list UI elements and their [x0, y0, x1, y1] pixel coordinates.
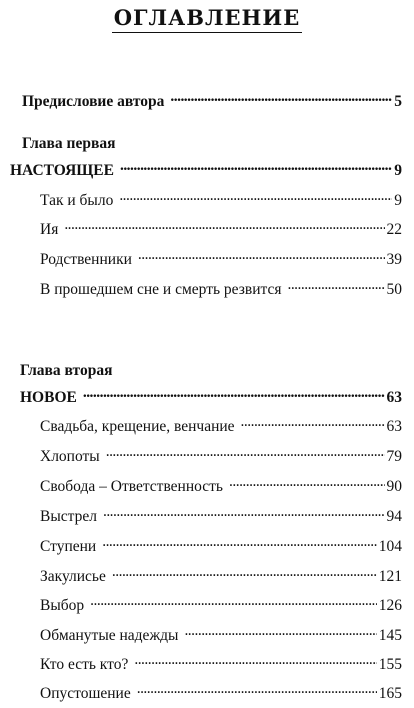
toc-entry-label: Обманутые надежды	[40, 627, 179, 644]
toc-entry	[40, 216, 402, 239]
toc-leader-dots	[119, 187, 392, 205]
toc-entry-page: 79	[386, 448, 402, 465]
toc-entry	[40, 680, 402, 703]
toc-entry-label: В прошедшем сне и смерть резвится	[40, 281, 282, 298]
toc-entry-label: НАСТОЯЩЕЕ	[10, 162, 114, 179]
toc-entry-label: Свадьба, крещение, венчание	[40, 418, 235, 435]
toc-leader-dots	[112, 563, 377, 581]
toc-leader-dots	[90, 592, 377, 610]
toc-entry-label: Родственники	[40, 251, 132, 268]
toc-entry-page: 155	[378, 656, 402, 673]
toc-entry	[40, 592, 402, 615]
toc-entry-page: 50	[386, 281, 402, 298]
toc-entry-page: 39	[386, 251, 402, 268]
toc-entry	[40, 246, 402, 269]
toc-entry-preface	[22, 88, 402, 111]
toc-entry-page: 126	[378, 597, 402, 614]
toc-entry	[40, 622, 402, 645]
toc-entry	[40, 443, 402, 466]
toc-entry-label: Ия	[40, 221, 59, 238]
toc-entry-page: 9	[394, 192, 402, 209]
toc-entry-label: Выстрел	[40, 508, 97, 525]
toc-entry	[40, 413, 402, 436]
toc-entry	[40, 533, 402, 556]
toc-entry-page: 5	[394, 93, 402, 110]
toc-entry-label: Хлопоты	[40, 448, 100, 465]
toc-leader-dots	[170, 88, 392, 106]
toc-title-text: ОГЛАВЛЕНИЕ	[112, 5, 302, 33]
toc-leader-dots	[64, 216, 384, 234]
toc-leader-dots	[134, 651, 376, 669]
toc-leader-dots	[241, 413, 385, 431]
toc-title	[0, 5, 414, 33]
toc-entry-label: Опустошение	[40, 685, 131, 702]
chapter-heading: Глава вторая	[20, 362, 113, 379]
toc-entry-label: Свобода – Ответственность	[40, 478, 224, 495]
toc-entry-page: 63	[386, 389, 402, 406]
toc-entry-chapter-title	[20, 384, 402, 407]
toc-entry-page: 94	[386, 508, 402, 525]
toc-leader-dots	[138, 246, 385, 264]
toc-leader-dots	[184, 622, 376, 640]
toc-entry-page: 22	[386, 221, 402, 238]
toc-leader-dots	[83, 384, 385, 402]
toc-entry-label: Кто есть кто?	[40, 656, 129, 673]
toc-leader-dots	[137, 680, 377, 698]
toc-leader-dots	[106, 443, 385, 461]
toc-entry-page: 104	[378, 538, 402, 555]
toc-entry-page: 63	[386, 418, 402, 435]
toc-entry-label: Закулисье	[40, 568, 106, 585]
toc-entry-label: Ступени	[40, 538, 97, 555]
toc-leader-dots	[120, 157, 392, 175]
toc-entry-page: 121	[378, 568, 402, 585]
toc-entry	[40, 276, 402, 299]
toc-leader-dots	[229, 473, 384, 491]
toc-entry-page: 90	[386, 478, 402, 495]
toc-entry-label: Предисловие автора	[22, 93, 165, 110]
toc-entry-label: Выбор	[40, 597, 85, 614]
toc-entry-chapter-title	[10, 157, 402, 180]
toc-entry	[40, 651, 402, 674]
chapter-heading: Глава первая	[22, 135, 116, 152]
toc-entry-label: Так и было	[40, 192, 114, 209]
toc-leader-dots	[287, 276, 384, 294]
toc-entry	[40, 503, 402, 526]
toc-leader-dots	[102, 533, 377, 551]
toc-entry	[40, 187, 402, 210]
toc-entry-page: 145	[378, 627, 402, 644]
toc-entry-page: 9	[394, 162, 402, 179]
toc-entry-label: НОВОЕ	[20, 389, 77, 406]
toc-leader-dots	[103, 503, 385, 521]
toc-entry	[40, 473, 402, 496]
toc-entry-page: 165	[378, 685, 402, 702]
toc-entry	[40, 563, 402, 586]
